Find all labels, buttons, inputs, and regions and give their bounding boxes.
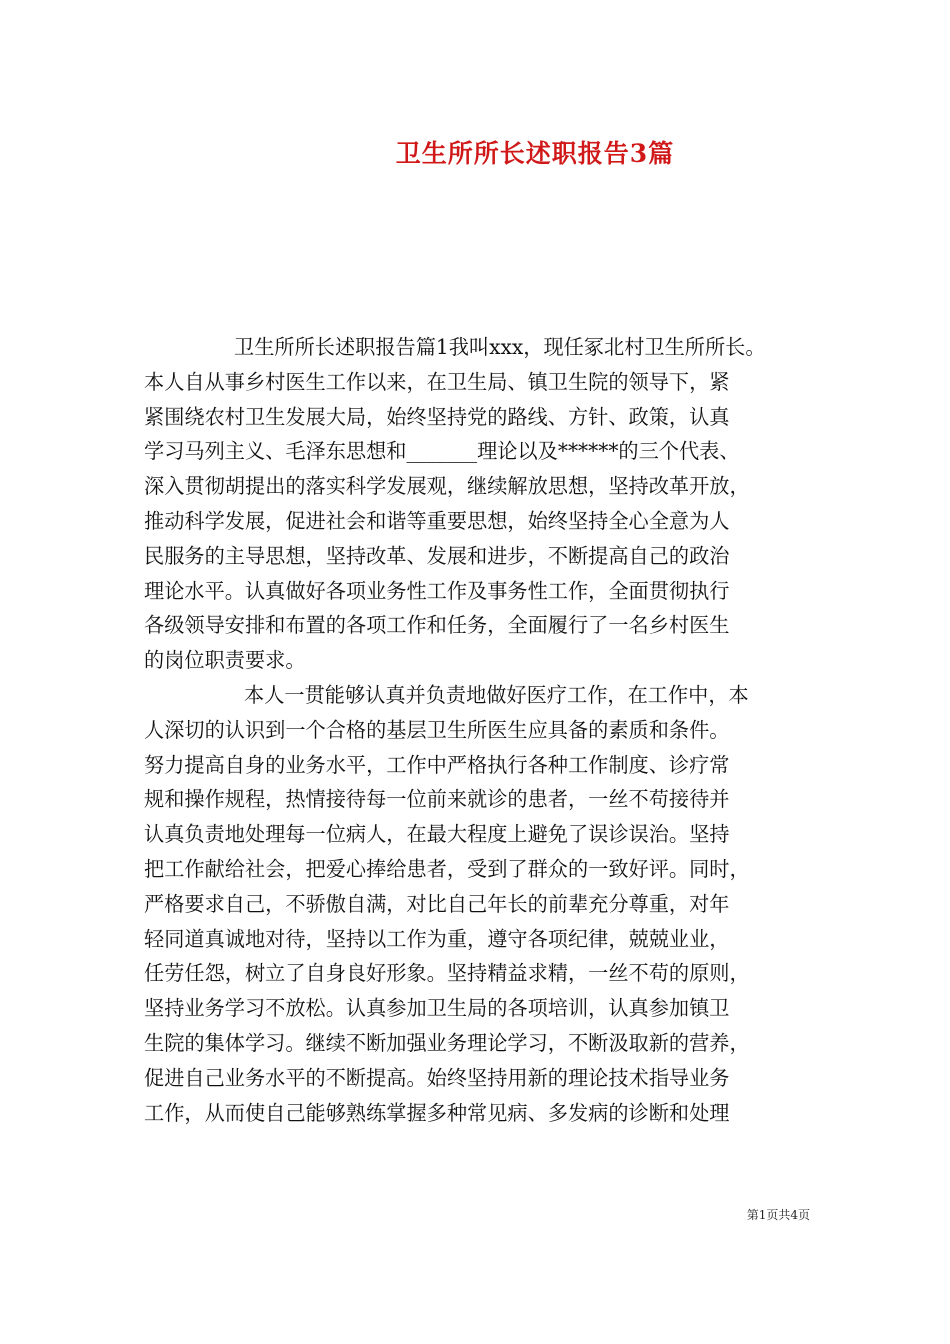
text-line: 紧围绕农村卫生发展大局，始终坚持党的路线、方针、政策，认真 [144, 404, 730, 429]
text-line: 轻同道真诚地对待，坚持以工作为重，遵守各项纪律，兢兢业业， [144, 926, 730, 951]
document-body [144, 330, 824, 1130]
text-line: 学习马列主义、毛泽东思想和_______理论以及******的三个代表、 [144, 439, 740, 464]
text-line: 促进自己业务水平的不断提高。始终坚持用新的理论技术指导业务 [144, 1065, 730, 1090]
text-line: 民服务的主导思想，坚持改革、发展和进步，不断提高自己的政治 [144, 543, 730, 568]
text-line: 各级领导安排和布置的各项工作和任务，全面履行了一名乡村医生 [144, 613, 730, 638]
text-line: 认真负责地处理每一位病人，在最大程度上避免了误诊误治。坚持 [144, 822, 730, 847]
text-line: 推动科学发展，促进社会和谐等重要思想，始终坚持全心全意为人 [144, 508, 730, 533]
text-line: 深入贯彻胡提出的落实科学发展观，继续解放思想，坚持改革开放， [144, 474, 750, 499]
text-line: 工作，从而使自己能够熟练掌握多种常见病、多发病的诊断和处理 [144, 1100, 730, 1125]
text-line: 坚持业务学习不放松。认真参加卫生局的各项培训，认真参加镇卫 [144, 996, 730, 1021]
text-line: 生院的集体学习。继续不断加强业务理论学习，不断汲取新的营养， [144, 1030, 750, 1055]
text-line: 卫生所所长述职报告篇1我叫xxx，现任冢北村卫生所所长。 [234, 335, 766, 359]
text-line: 本人一贯能够认真并负责地做好医疗工作，在工作中，本 [244, 682, 749, 707]
text-line: 把工作献给社会，把爱心捧给患者，受到了群众的一致好评。同时， [144, 856, 750, 881]
text-line: 严格要求自己，不骄傲自满，对比自己年长的前辈充分尊重，对年 [144, 891, 730, 916]
text-line: 理论水平。认真做好各项业务性工作及事务性工作，全面贯彻执行 [144, 578, 730, 603]
document-title: 卫生所所长述职报告3篇 [395, 139, 675, 168]
text-line: 人深切的认识到一个合格的基层卫生所医生应具备的素质和条件。 [144, 717, 730, 742]
page-number: 第1页共4页 [746, 1208, 810, 1222]
text-line: 规和操作规程，热情接待每一位前来就诊的患者，一丝不苟接待并 [144, 787, 730, 812]
text-line: 的岗位职责要求。 [144, 648, 306, 673]
text-line: 任劳任怨，树立了自身良好形象。坚持精益求精，一丝不苟的原则， [144, 961, 750, 986]
text-line: 本人自从事乡村医生工作以来，在卫生局、镇卫生院的领导下，紧 [144, 369, 730, 394]
text-line: 努力提高自身的业务水平，工作中严格执行各种工作制度、诊疗常 [144, 752, 730, 777]
